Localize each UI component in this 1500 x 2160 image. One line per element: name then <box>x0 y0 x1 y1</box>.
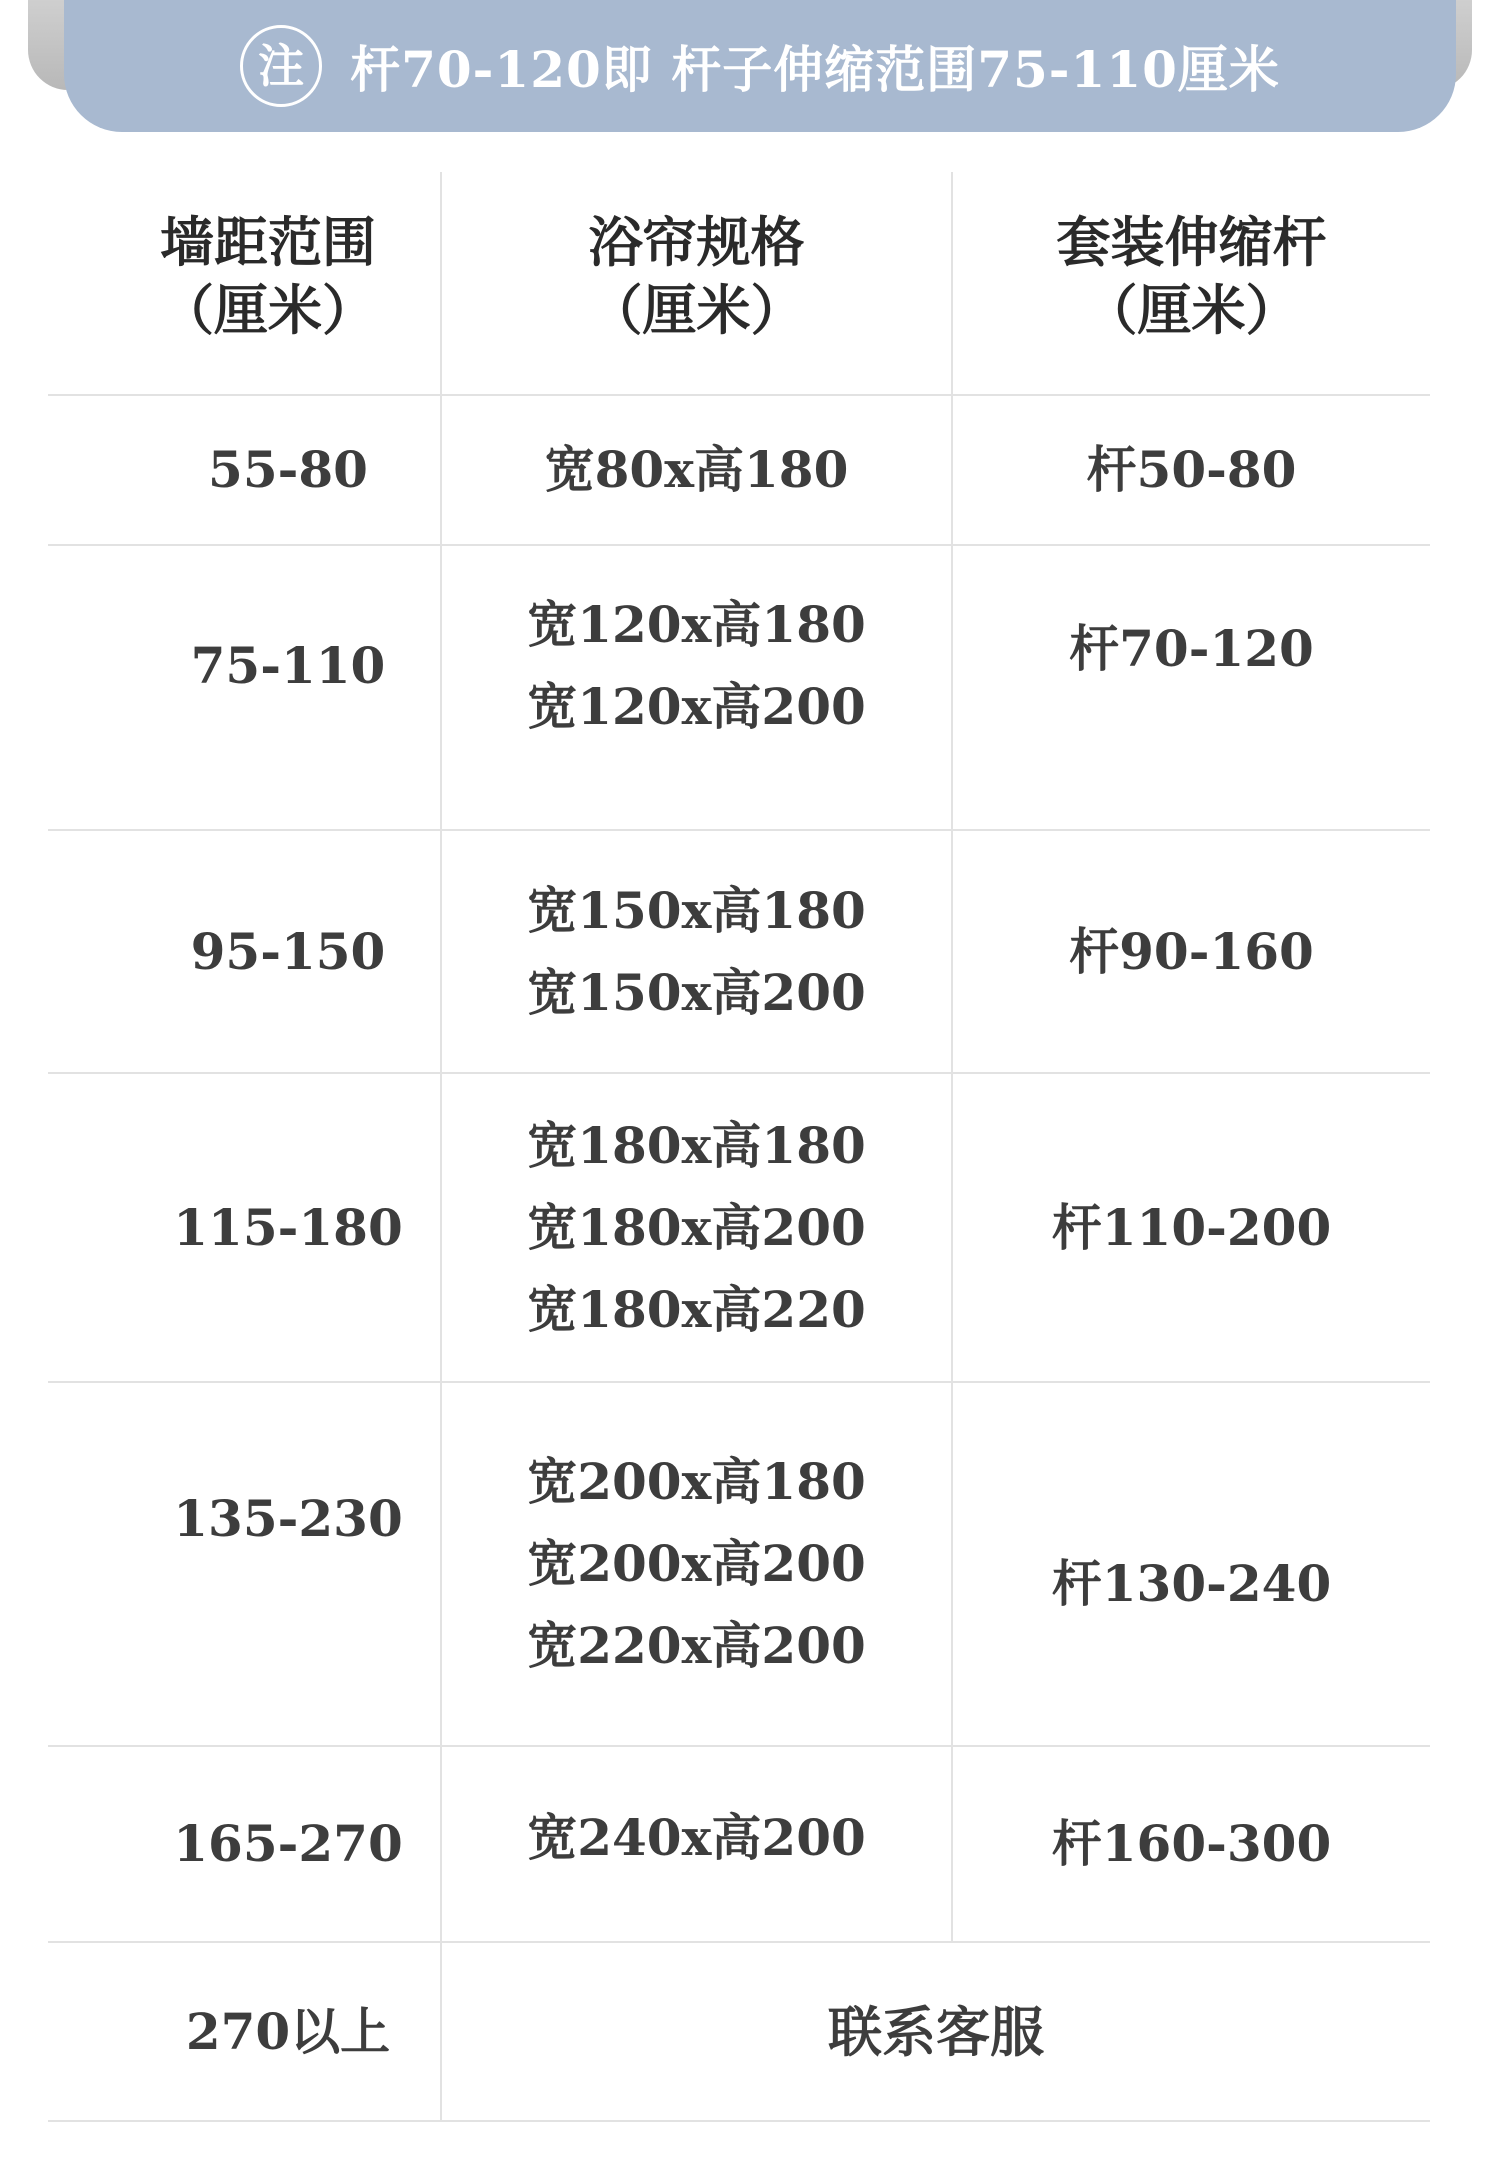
curtain-spec-value: 宽150x高180 <box>527 880 866 940</box>
curtain-spec-value: 宽200x高180 <box>527 1452 866 1511</box>
table-row-3-rod <box>953 831 1430 1072</box>
table-row-6-rod <box>953 1747 1430 1941</box>
wall-range-value: 55-80 <box>208 440 368 499</box>
curtain-spec-value: 宽180x高220 <box>527 1279 866 1339</box>
wall-range-value: 95-150 <box>190 921 386 981</box>
table-row-1-rod <box>953 396 1430 544</box>
curtain-spec-value: 宽150x高200 <box>527 962 866 1022</box>
curtain-spec-value: 宽180x高180 <box>527 1115 866 1175</box>
header-curtain-spec <box>442 190 951 362</box>
rod-range-value: 杆110-200 <box>1051 1197 1332 1257</box>
header-rod-set <box>953 190 1430 362</box>
rod-range-value: 杆130-240 <box>1051 1554 1332 1613</box>
row-divider <box>48 2120 1430 2122</box>
rod-range-value: 杆160-300 <box>1051 1814 1332 1873</box>
table-row-2-spec <box>442 546 951 786</box>
curtain-spec-value: 宽240x高200 <box>527 1808 866 1867</box>
contact-customer-service-label[interactable]: 联系客服 <box>828 1999 1044 2064</box>
header-curtain-spec-unit: （厘米） <box>588 278 805 342</box>
curtain-spec-value: 宽120x高200 <box>527 677 866 736</box>
contact-customer-service[interactable] <box>442 1943 1430 2120</box>
header-wall-distance-unit: （厘米） <box>160 278 376 342</box>
curtain-spec-value: 宽120x高180 <box>527 595 866 654</box>
notice-badge: 注 <box>240 25 322 107</box>
table-row-6-spec <box>442 1747 951 1929</box>
header-wall-distance <box>48 190 488 362</box>
wall-range-value: 75-110 <box>190 636 386 695</box>
notice-text: 杆70-120即 杆子伸缩范围75-110厘米 <box>350 40 1280 99</box>
table-row-2-rod <box>953 546 1430 752</box>
header-wall-distance-title: 墙距范围 <box>160 210 376 274</box>
header-curtain-spec-title: 浴帘规格 <box>588 210 805 274</box>
wall-range-value: 270以上 <box>185 2001 391 2061</box>
curtain-spec-value: 宽220x高200 <box>527 1616 866 1675</box>
curtain-spec-value: 宽200x高200 <box>527 1534 866 1593</box>
wall-range-value: 135-230 <box>173 1489 403 1548</box>
notice-banner <box>64 0 1456 132</box>
curtain-spec-value: 宽180x高200 <box>527 1197 866 1257</box>
header-rod-set-title: 套装伸缩杆 <box>1056 210 1327 274</box>
rod-range-value: 杆90-160 <box>1069 921 1314 981</box>
rod-range-value: 杆70-120 <box>1069 619 1314 678</box>
wall-range-value: 165-270 <box>173 1814 403 1873</box>
table-row-5-spec <box>442 1383 951 1745</box>
wall-range-value: 115-180 <box>173 1197 403 1257</box>
curtain-spec-value: 宽80x高180 <box>544 440 849 499</box>
header-rod-set-unit: （厘米） <box>1083 278 1300 342</box>
table-row-4-spec <box>442 1074 951 1381</box>
table-row-5-rod <box>953 1383 1430 1745</box>
rod-range-value: 杆50-80 <box>1086 440 1297 499</box>
table-row-3-spec <box>442 831 951 1072</box>
table-row-1-spec <box>442 396 951 544</box>
table-row-4-rod <box>953 1074 1430 1381</box>
